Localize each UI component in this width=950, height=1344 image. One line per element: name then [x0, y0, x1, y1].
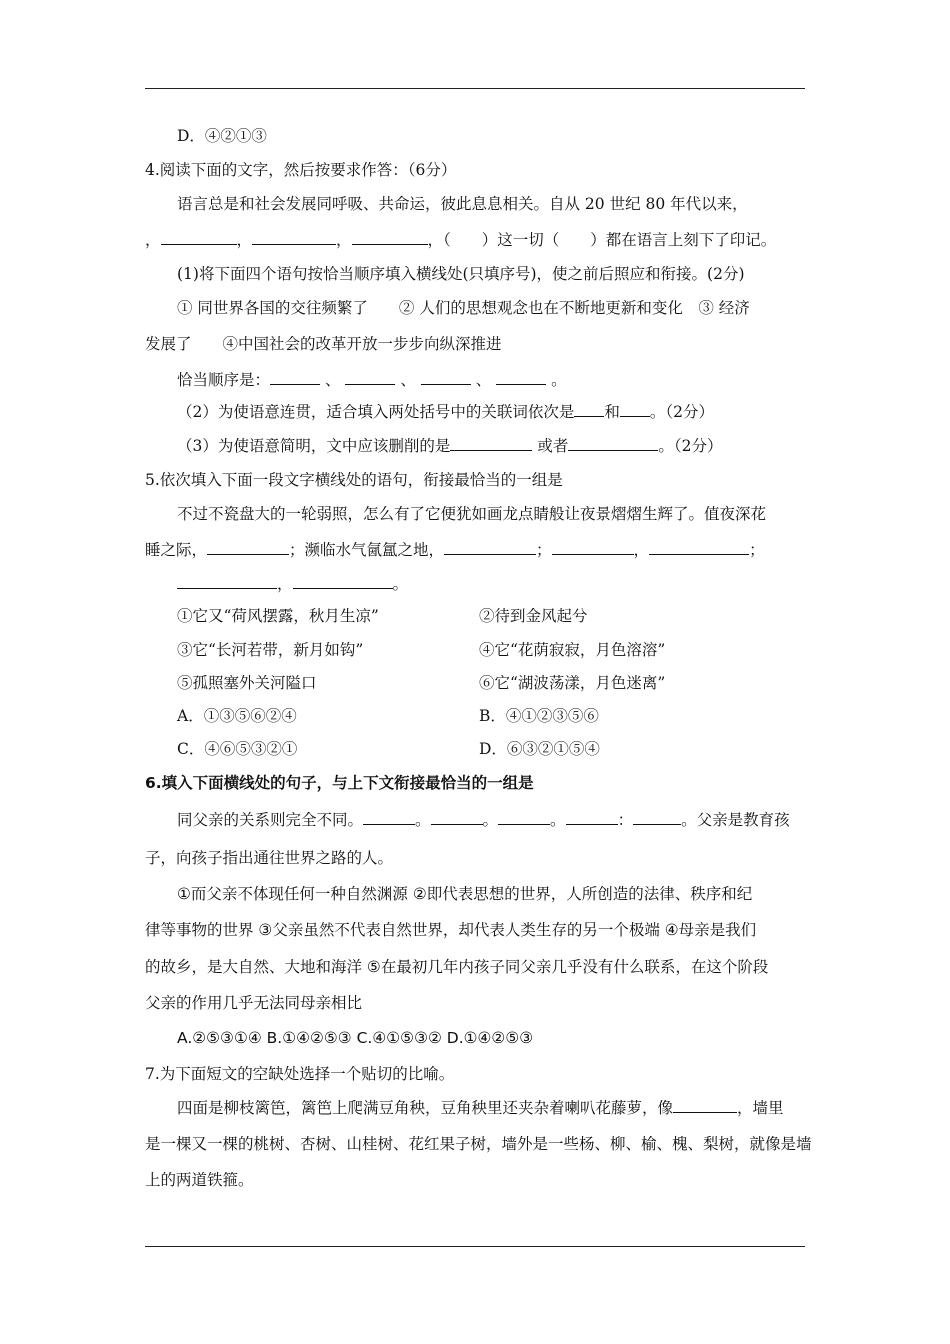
- q5-prompt: 5.依次填入下面一段文字横线处的语句，衔接最恰当的一组是: [145, 471, 563, 489]
- q6-items-line3: 的故乡，是大自然、大地和海洋 ⑤在最初几年内孩子同父亲几乎没有什么联系，在这个阶段: [145, 958, 769, 976]
- q7-passage-text: ，墙里: [737, 1099, 784, 1117]
- q4-sub3: [177, 436, 722, 456]
- q6-punct: 。: [550, 811, 566, 829]
- q5-option-3: ③它“长河若带，新月如钩”: [177, 641, 364, 659]
- q5-blank-1[interactable]: [207, 540, 289, 555]
- q6-punct: 。: [482, 811, 499, 829]
- q4-order-sep: 、: [400, 371, 416, 389]
- q4-sub3-or: 或者: [537, 437, 569, 455]
- q4-sub3-blank-1[interactable]: [450, 436, 532, 451]
- q4-sub2: [177, 402, 714, 422]
- q7-passage-line2: 是一棵又一棵的桃树、杏树、山桂树、花红果子树，墙外是一些杨、柳、榆、槐、梨树，就像是墙: [145, 1135, 812, 1153]
- footer-rule: [145, 1246, 805, 1247]
- q5-choice-a: A．①③⑤⑥②④: [177, 707, 297, 725]
- q5-choice-b: B．④①②③⑤⑥: [479, 707, 599, 725]
- q5-passage-line2: [145, 540, 765, 560]
- q6-passage-line2: 子，向孩子指出通往世界之路的人。: [145, 849, 394, 867]
- q6-blank-4[interactable]: [566, 810, 618, 825]
- q5-choice-d: D．⑥③②①⑤④: [479, 740, 600, 758]
- q4-order-line: [177, 370, 567, 390]
- q5-blank-6[interactable]: [293, 574, 393, 589]
- q6-choices: A.②⑤③①④ B.①④②⑤③ C.④①⑤③② D.①④②⑤③: [177, 1029, 534, 1047]
- q4-comma: ，: [236, 231, 253, 249]
- q5-passage-text: ；濒临水气氤氲之地，: [289, 541, 445, 559]
- q6-prompt: 6.填入下面横线处的句子，与上下文衔接最恰当的一组是: [145, 774, 534, 792]
- q4-prompt: 4.阅读下面的文字，然后按要求作答：（6分）: [145, 161, 457, 179]
- q5-blank-5[interactable]: [177, 574, 277, 589]
- q4-order-blank-4[interactable]: [496, 370, 546, 385]
- q6-blank-1[interactable]: [363, 810, 415, 825]
- q5-option-5: ⑤孤照塞外关河隘口: [177, 674, 317, 692]
- q5-option-2: ②待到金风起兮: [479, 607, 588, 625]
- q5-punct: ；: [536, 541, 552, 559]
- q6-blank-2[interactable]: [431, 810, 483, 825]
- q5-passage-text: 睡之际，: [145, 541, 208, 559]
- q4-sub2-text: （2）为使语意连贯，适合填入两处括号中的关联词依次是: [177, 403, 575, 421]
- q4-sub3-text: （3）为使语意简明，文中应该删削的是: [177, 437, 451, 455]
- q5-choice-c: C．④⑥⑤③②①: [177, 740, 298, 758]
- q7-passage-line1: [177, 1098, 784, 1118]
- q4-sub2-and: 和: [604, 403, 620, 421]
- q4-sub2-score: 。（2分）: [649, 403, 715, 421]
- q4-blank-2[interactable]: [252, 230, 336, 245]
- q5-blank-2[interactable]: [444, 540, 536, 555]
- q4-sub3-score: 。（2分）: [658, 437, 723, 455]
- q4-comma: ，: [336, 231, 352, 249]
- q4-comma: ，: [145, 231, 161, 249]
- q5-blank-3[interactable]: [552, 540, 634, 555]
- q5-passage-line1: 不过不瓷盘大的一轮弱照，怎么有了它便犹如画龙点睛般让夜景熠熠生辉了。值夜深花: [177, 505, 767, 523]
- q6-punct: 。: [415, 811, 431, 829]
- q5-punct: ，: [277, 575, 293, 593]
- q4-sentences-line1: ① 同世界各国的交往频繁了 ② 人们的思想观念也在不断地更新和变化 ③ 经济: [177, 299, 750, 317]
- q5-option-6: ⑥它“湖波荡漾，月色迷离”: [479, 674, 666, 692]
- q5-option-4: ④它“花荫寂寂，月色溶溶”: [479, 641, 666, 659]
- q4-order-label: 恰当顺序是：: [177, 371, 271, 389]
- header-rule: [145, 88, 805, 89]
- q4-order-end: 。: [551, 371, 567, 389]
- q5-punct: ；: [749, 541, 765, 559]
- q6-items-line4: 父亲的作用几乎无法同母亲相比: [145, 994, 363, 1012]
- q3-option-d: D．④②①③: [177, 127, 267, 145]
- q4-order-sep: 、: [475, 371, 492, 389]
- q6-blank-3[interactable]: [498, 810, 550, 825]
- q6-passage-text: 同父亲的关系则完全不同。: [177, 811, 364, 829]
- q7-prompt: 7.为下面短文的空缺处选择一个贴切的比喻。: [145, 1065, 455, 1083]
- q4-sentences-line2: 发展了 ④中国社会的改革开放一步步向纵深推进: [145, 335, 502, 353]
- q7-passage-line3: 上的两道铁箍。: [145, 1171, 254, 1189]
- q4-blank-1[interactable]: [161, 230, 237, 245]
- q7-blank[interactable]: [673, 1098, 737, 1113]
- q6-items-line2: 律等事物的世界 ③父亲虽然不代表自然世界，却代表人类生存的另一个极端 ④母亲是我们: [145, 921, 757, 939]
- q4-order-blank-2[interactable]: [345, 370, 395, 385]
- q6-items-line1: ①而父亲不体现任何一种自然渊源 ②即代表思想的世界，人所创造的法律、秩序和纪: [177, 885, 753, 903]
- q4-passage-line2: [145, 230, 776, 250]
- q6-blank-5[interactable]: [633, 810, 681, 825]
- q4-sub3-blank-2[interactable]: [568, 436, 658, 451]
- q4-order-sep: 、: [324, 371, 341, 389]
- q4-order-blank-3[interactable]: [421, 370, 471, 385]
- q5-passage-line3: [177, 574, 408, 594]
- q5-option-1: ①它又“荷风摆露，秋月生凉”: [177, 607, 379, 625]
- q4-blank-3[interactable]: [352, 230, 428, 245]
- q6-passage-line1: [177, 810, 790, 830]
- q4-passage-end: ，（ ）这一切（ ）都在语言上刻下了印记。: [427, 231, 777, 249]
- q5-blank-4[interactable]: [649, 540, 749, 555]
- q4-order-blank-1[interactable]: [270, 370, 320, 385]
- q4-sub2-blank-1[interactable]: [574, 402, 604, 417]
- q5-punct: 。: [392, 575, 409, 593]
- q6-punct: ：: [617, 811, 634, 829]
- q5-punct: ，: [633, 541, 650, 559]
- q7-passage-text: 四面是柳枝篱笆，篱笆上爬满豆角秧，豆角秧里还夹杂着喇叭花藤萝，像: [177, 1099, 674, 1117]
- q4-sub2-blank-2[interactable]: [620, 402, 650, 417]
- q6-passage-text: 。父亲是教育孩: [681, 811, 790, 829]
- q4-sub1: (1)将下面四个语句按恰当顺序填入横线处(只填序号)，使之前后照应和衔接。(2分): [177, 265, 745, 283]
- q4-passage-line1: 语言总是和社会发展同呼吸、共命运，彼此息息相关。自从 20 世纪 80 年代以来，: [177, 195, 748, 213]
